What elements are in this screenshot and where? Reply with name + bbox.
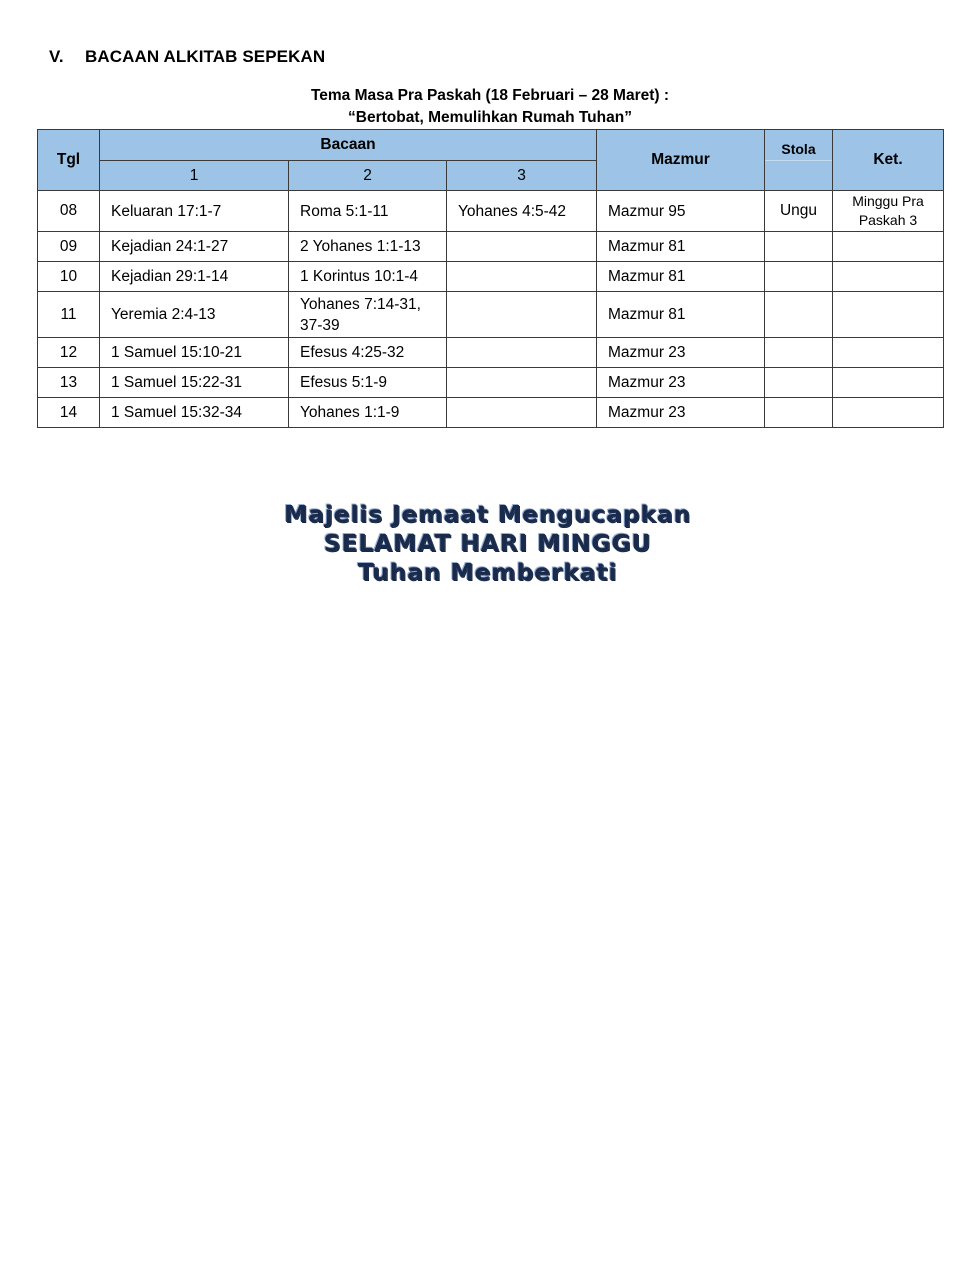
theme-block xyxy=(37,85,943,129)
table-row xyxy=(38,398,944,428)
cell-mazmur: Mazmur 81 xyxy=(597,292,765,338)
header-tgl: Tgl xyxy=(38,130,100,191)
section-title: BACAAN ALKITAB SEPEKAN xyxy=(85,47,326,66)
table-row xyxy=(38,368,944,398)
cell-bacaan-3: Yohanes 4:5-42 xyxy=(447,191,597,232)
cell-stola: Ungu xyxy=(765,191,833,232)
cell-ket xyxy=(833,262,944,292)
cell-bacaan-1: Kejadian 29:1-14 xyxy=(100,262,289,292)
cell-bacaan-3 xyxy=(447,338,597,368)
cell-ket xyxy=(833,338,944,368)
cell-stola xyxy=(765,368,833,398)
cell-bacaan-1: Kejadian 24:1-27 xyxy=(100,232,289,262)
table-row xyxy=(38,338,944,368)
header-ket: Ket. xyxy=(833,130,944,191)
header-bacaan-3: 3 xyxy=(447,161,597,191)
section-number: V. xyxy=(49,47,64,66)
stola-divider xyxy=(765,160,832,161)
theme-line-1: Tema Masa Pra Paskah (18 Februari – 28 Maret) : xyxy=(310,87,670,104)
cell-bacaan-2: Yohanes 1:1-9 xyxy=(289,398,447,428)
cell-tgl: 08 xyxy=(38,191,100,232)
cell-bacaan-2: 2 Yohanes 1:1-13 xyxy=(289,232,447,262)
cell-stola xyxy=(765,262,833,292)
cell-mazmur: Mazmur 23 xyxy=(597,368,765,398)
cell-stola xyxy=(765,292,833,338)
cell-stola xyxy=(765,338,833,368)
weekly-readings-table xyxy=(37,129,944,428)
cell-tgl: 12 xyxy=(38,338,100,368)
section-heading xyxy=(49,47,325,67)
cell-bacaan-3 xyxy=(447,262,597,292)
cell-mazmur: Mazmur 23 xyxy=(597,398,765,428)
cell-bacaan-1: 1 Samuel 15:10-21 xyxy=(100,338,289,368)
cell-tgl: 09 xyxy=(38,232,100,262)
cell-ket xyxy=(833,292,944,338)
cell-bacaan-2: Efesus 5:1-9 xyxy=(289,368,447,398)
header-mazmur: Mazmur xyxy=(597,130,765,191)
cell-bacaan-2: 1 Korintus 10:1-4 xyxy=(289,262,447,292)
cell-tgl: 14 xyxy=(38,398,100,428)
cell-ket xyxy=(833,232,944,262)
cell-ket xyxy=(833,368,944,398)
header-stola-label: Stola xyxy=(781,141,816,157)
closing-line-3: Tuhan Memberkati xyxy=(357,558,618,586)
closing-line-2: SELAMAT HARI MINGGU xyxy=(323,529,652,557)
theme-line-2: “Bertobat, Memulihkan Rumah Tuhan” xyxy=(348,109,632,126)
closing-line-1: Majelis Jemaat Mengucapkan xyxy=(283,500,692,528)
header-bacaan-2: 2 xyxy=(289,161,447,191)
cell-stola xyxy=(765,232,833,262)
table-row xyxy=(38,262,944,292)
closing-greeting xyxy=(0,500,975,587)
cell-bacaan-1: Yeremia 2:4-13 xyxy=(100,292,289,338)
cell-mazmur: Mazmur 81 xyxy=(597,262,765,292)
table-row xyxy=(38,292,944,338)
cell-stola xyxy=(765,398,833,428)
cell-ket xyxy=(833,398,944,428)
cell-bacaan-1: 1 Samuel 15:32-34 xyxy=(100,398,289,428)
cell-bacaan-3 xyxy=(447,368,597,398)
table-row xyxy=(38,232,944,262)
cell-bacaan-2: Yohanes 7:14-31, 37-39 xyxy=(289,292,447,338)
cell-bacaan-2: Roma 5:1-11 xyxy=(289,191,447,232)
cell-bacaan-1: 1 Samuel 15:22-31 xyxy=(100,368,289,398)
table-row xyxy=(38,191,944,232)
header-bacaan-1: 1 xyxy=(100,161,289,191)
cell-bacaan-3 xyxy=(447,292,597,338)
cell-mazmur: Mazmur 81 xyxy=(597,232,765,262)
header-bacaan: Bacaan xyxy=(100,130,597,161)
cell-tgl: 10 xyxy=(38,262,100,292)
cell-mazmur: Mazmur 95 xyxy=(597,191,765,232)
cell-bacaan-3 xyxy=(447,398,597,428)
cell-mazmur: Mazmur 23 xyxy=(597,338,765,368)
cell-bacaan-3 xyxy=(447,232,597,262)
cell-bacaan-2: Efesus 4:25-32 xyxy=(289,338,447,368)
cell-tgl: 13 xyxy=(38,368,100,398)
cell-ket: Minggu Pra Paskah 3 xyxy=(833,191,944,232)
cell-bacaan-1: Keluaran 17:1-7 xyxy=(100,191,289,232)
header-row xyxy=(38,130,944,161)
header-stola xyxy=(765,130,833,191)
cell-tgl: 11 xyxy=(38,292,100,338)
